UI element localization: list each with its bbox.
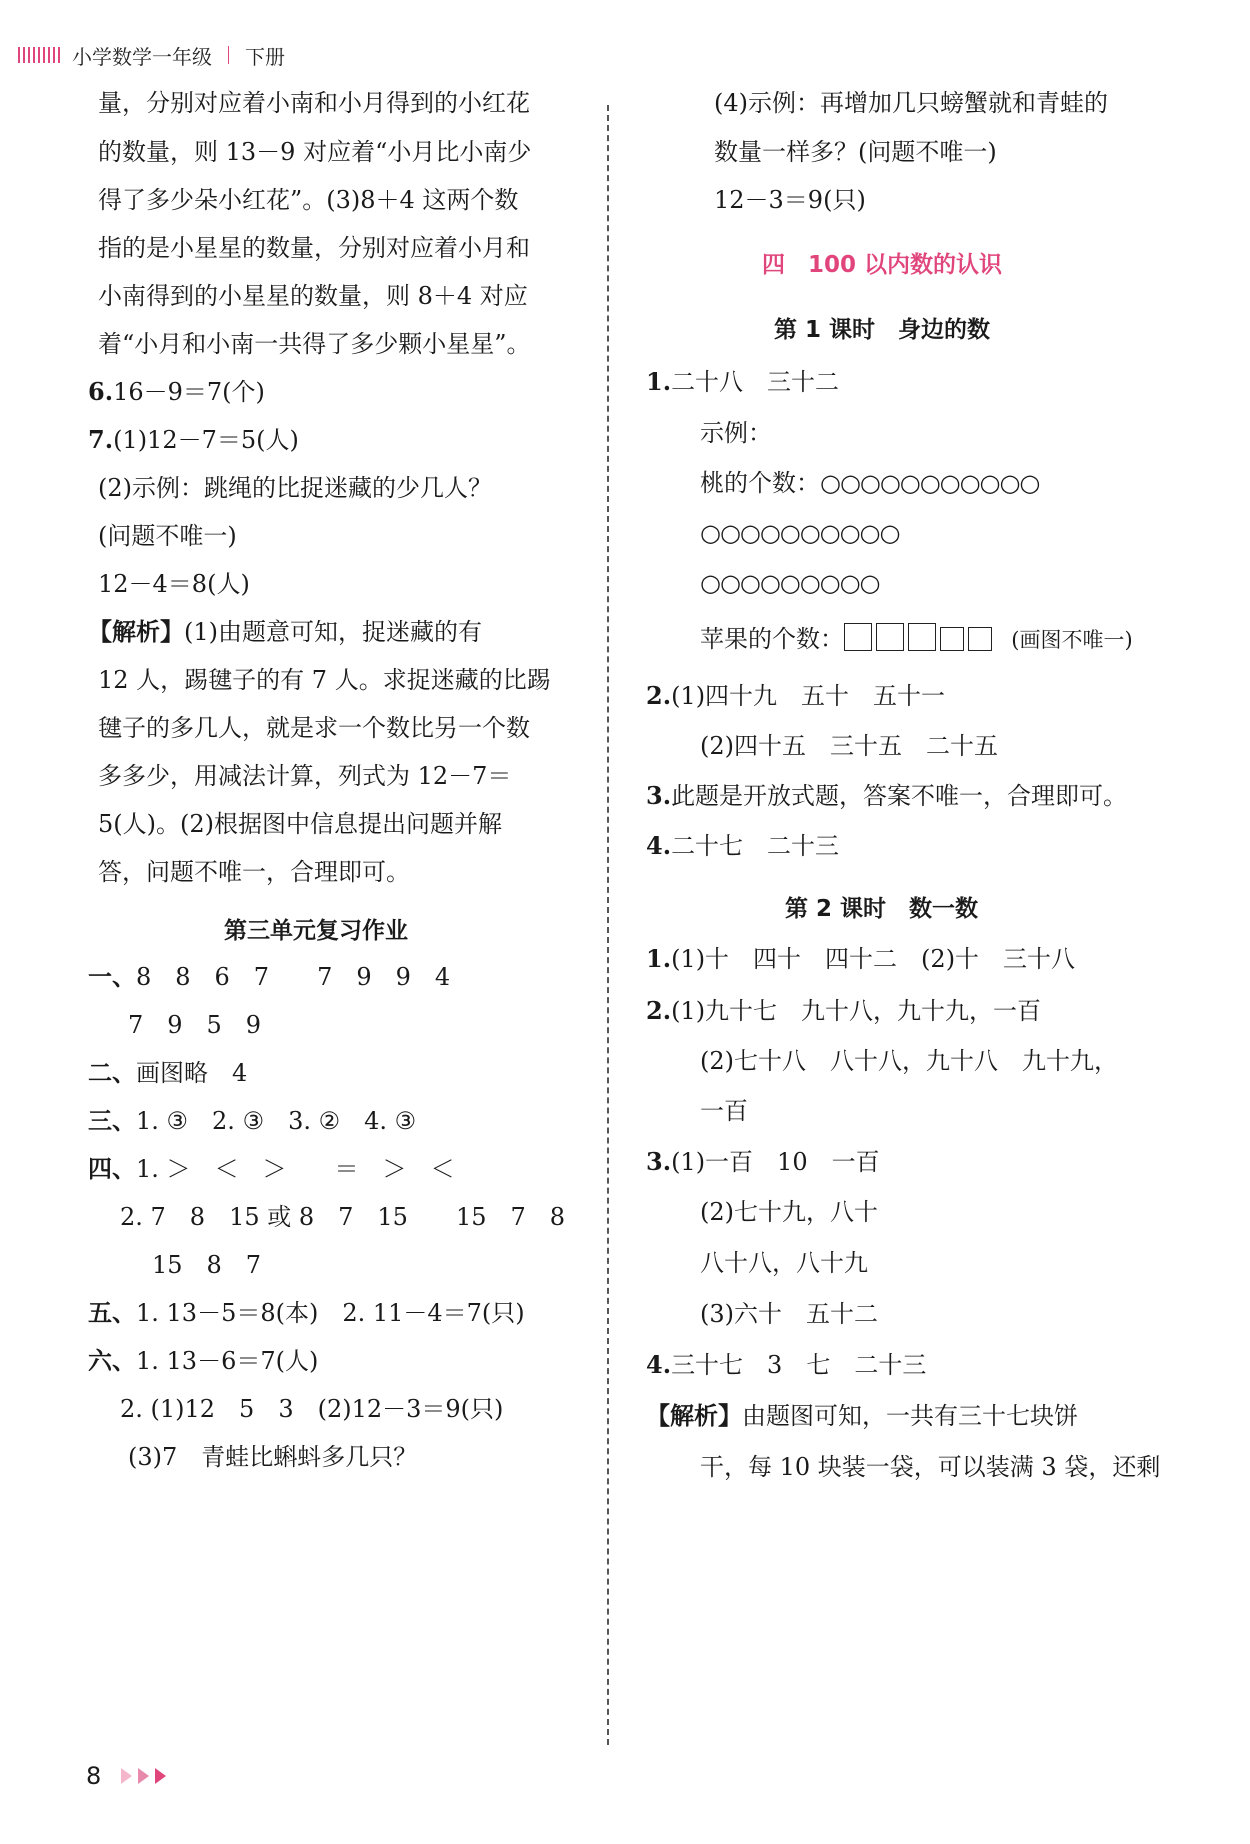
header-volume: 下册 (245, 44, 285, 69)
peach-circles: ○○○○○○○○○○○ (820, 469, 1040, 497)
answer-1: 1.二十八 三十二 (646, 367, 840, 396)
arrow-icon (121, 1768, 132, 1784)
peach-circles: ○○○○○○○○○ (700, 569, 880, 597)
answer-2: 2.(1)四十九 五十 五十一 (646, 681, 946, 710)
l2-answer-1: 1.(1)十 四十 四十二 (2)十 三十八 (646, 944, 1076, 973)
text-line: 12－4＝8(人) (98, 570, 250, 598)
section-3: 三、1. ③ 2. ③ 3. ② 4. ③ (88, 1106, 417, 1135)
lesson-2-title: 第 2 课时 数一数 (785, 896, 979, 922)
text-line: 八十八，八十九 (700, 1249, 868, 1277)
text-line: 小南得到的小星星的数量，则 8＋4 对应 (98, 282, 528, 310)
text-line: (3)7 青蛙比蝌蚪多几只？ (128, 1443, 418, 1471)
text-line: 一百 (700, 1097, 748, 1125)
text-line: 多多少，用减法计算，列式为 12－7＝ (98, 762, 512, 790)
text-line: 12－3＝9(只) (714, 186, 866, 214)
answer-3: 3.此题是开放式题，答案不唯一，合理即可。 (646, 781, 1128, 810)
text-line: 数量一样多？(问题不唯一) (714, 138, 997, 166)
section-6: 六、1. 13－6＝7(人) (88, 1346, 319, 1375)
page-header (18, 40, 285, 70)
answer-4: 4.二十七 二十三 (646, 831, 840, 860)
peach-count-row: 桃的个数：○○○○○○○○○○○ (700, 469, 1040, 497)
header-separator (228, 46, 229, 64)
header-title: 小学数学一年级 (72, 44, 212, 69)
arrow-icon (155, 1768, 166, 1784)
text-line: (2)七十八 八十八，九十八 九十九， (700, 1047, 1118, 1075)
text-line: (问题不唯一) (98, 522, 237, 550)
peach-circles: ○○○○○○○○○○ (700, 519, 900, 547)
l2-answer-2: 2.(1)九十七 九十八，九十九，一百 (646, 996, 1042, 1025)
apple-square (940, 627, 964, 651)
text-line: (4)示例：再增加几只螃蟹就和青蛙的 (714, 89, 1108, 117)
text-line: (2)示例：跳绳的比捉迷藏的少几人？ (98, 474, 492, 502)
apple-square (844, 623, 872, 651)
arrow-icon (138, 1768, 149, 1784)
text-line: (2)七十九，八十 (700, 1198, 878, 1226)
l2-answer-4: 4.三十七 3 七 二十三 (646, 1350, 927, 1379)
apple-square (908, 623, 936, 651)
page-footer (86, 1762, 172, 1790)
chapter-title: 四 100 以内数的认识 (762, 252, 1003, 278)
text-line: 毽子的多几人，就是求一个数比另一个数 (98, 714, 530, 742)
apple-square (968, 627, 992, 651)
text-line: 着“小月和小南一共得了多少颗小星星”。 (98, 330, 531, 358)
text-line: (2)四十五 三十五 二十五 (700, 732, 998, 760)
text-line: 干，每 10 块装一袋，可以装满 3 袋，还剩 (700, 1453, 1161, 1481)
text-line: 的数量，则 13－9 对应着“小月比小南少 (98, 138, 532, 166)
text-line: 2. (1)12 5 3 (2)12－3＝9(只) (120, 1395, 504, 1423)
text-line: 示例： (700, 419, 772, 447)
answer-7: 7.(1)12－7＝5(人) (88, 425, 299, 454)
text-line: 5(人)。(2)根据图中信息提出问题并解 (98, 810, 502, 838)
section-1: 一、8 8 6 7 7 9 9 4 (88, 962, 451, 991)
analysis-block: 【解析】由题图可知，一共有三十七块饼 (646, 1401, 1078, 1430)
page-number: 8 (86, 1762, 102, 1790)
text-line: (3)六十 五十二 (700, 1300, 878, 1328)
lesson-1-title: 第 1 课时 身边的数 (774, 317, 991, 343)
text-line: 12 人，踢毽子的有 7 人。求捉迷藏的比踢 (98, 666, 551, 694)
text-line: 指的是小星星的数量，分别对应着小月和 (98, 234, 530, 262)
text-line: 量，分别对应着小南和小月得到的小红花 (98, 89, 530, 117)
text-line: 2. 7 8 15 或 8 7 15 15 7 8 (120, 1203, 566, 1231)
section-4: 四、1. ＞ ＜ ＞ ＝ ＞ ＜ (88, 1154, 455, 1183)
section-5: 五、1. 13－5＝8(本) 2. 11－4＝7(只) (88, 1298, 525, 1327)
apple-square (876, 623, 904, 651)
answer-6: 6.16－9＝7(个) (88, 377, 265, 406)
l2-answer-3: 3.(1)一百 10 一百 (646, 1147, 880, 1176)
analysis-block: 【解析】(1)由题意可知，捉迷藏的有 (88, 617, 482, 646)
column-divider (607, 105, 609, 1745)
section-2: 二、画图略 4 (88, 1058, 248, 1087)
text-line: 15 8 7 (152, 1251, 262, 1279)
header-stripes-decoration (18, 47, 60, 63)
apple-count-row: 苹果的个数： (画图不唯一) (700, 625, 1133, 653)
text-line: 得了多少朵小红花”。(3)8＋4 这两个数 (98, 186, 519, 214)
text-line: 7 9 5 9 (128, 1011, 262, 1039)
unit-review-title: 第三单元复习作业 (224, 918, 408, 944)
text-line: 答，问题不唯一，合理即可。 (98, 858, 410, 886)
